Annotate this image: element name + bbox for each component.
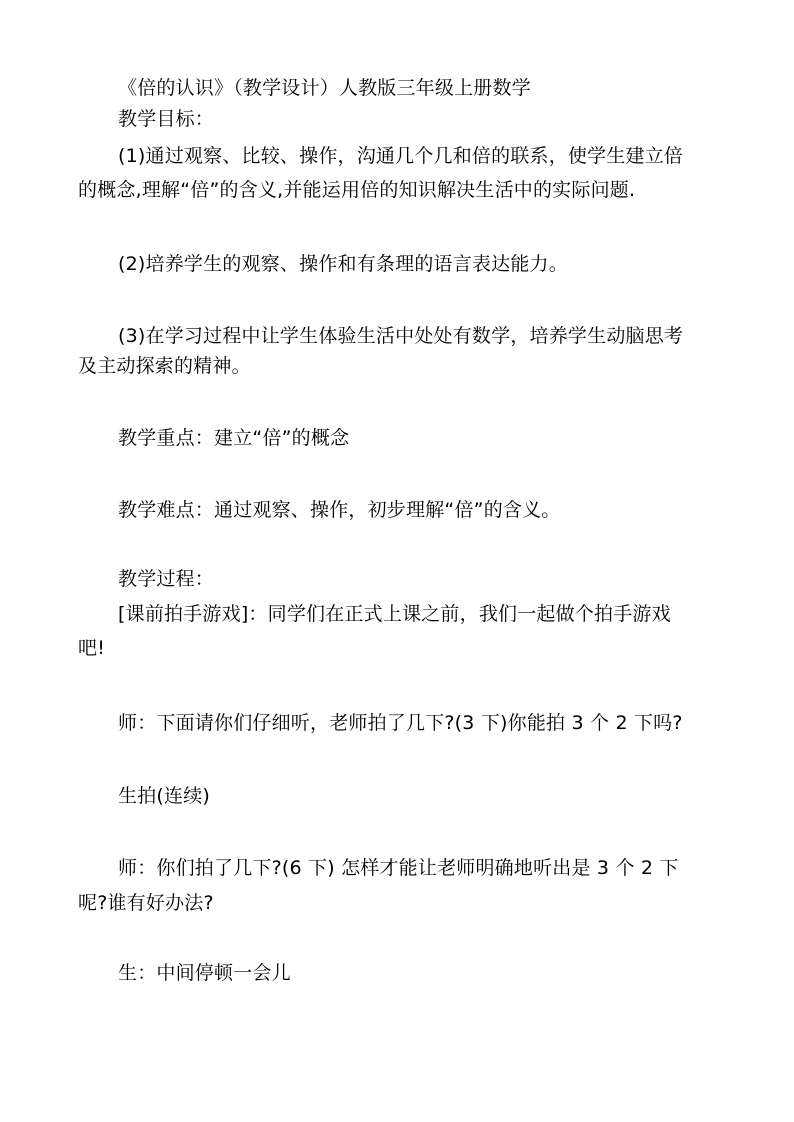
- student-line-2: 生：中间停顿一会儿: [118, 962, 291, 984]
- teacher-line-2b: 呢?谁有好办法?: [78, 892, 214, 914]
- objectives-heading: 教学目标：: [118, 108, 215, 130]
- document-title: 《倍的认识》（教学设计）人教版三年级上册数学: [118, 77, 531, 99]
- objective-2: (2)培养学生的观察、操作和有条理的语言表达能力。: [118, 253, 568, 275]
- objective-1-line-1: (1)通过观察、比较、操作，沟通几个几和倍的联系，使学生建立倍: [118, 145, 684, 167]
- teacher-line-2a: 师：你们拍了几下?(6 下) 怎样才能让老师明确地听出是 3 个 2 下: [118, 857, 679, 879]
- key-point: 教学重点：建立“倍”的概念: [118, 427, 350, 449]
- game-line-1: [课前拍手游戏]：同学们在正式上课之前，我们一起做个拍手游戏: [118, 603, 671, 625]
- objective-1-line-2: 的概念,理解“倍”的含义,并能运用倍的知识解决生活中的实际问题.: [78, 179, 636, 201]
- objective-3-line-2: 及主动探索的精神。: [78, 355, 251, 377]
- objective-3-line-1: (3)在学习过程中让学生体验生活中处处有数学，培养学生动脑思考: [118, 325, 684, 347]
- game-line-2: 吧!: [78, 637, 106, 659]
- student-line-1: 生拍(连续): [118, 785, 211, 807]
- teacher-line-1: 师：下面请你们仔细听，老师拍了几下?(3 下)你能拍 3 个 2 下吗?: [118, 712, 683, 734]
- difficult-point: 教学难点：通过观察、操作，初步理解“倍”的含义。: [118, 499, 561, 521]
- process-heading: 教学过程：: [118, 568, 215, 590]
